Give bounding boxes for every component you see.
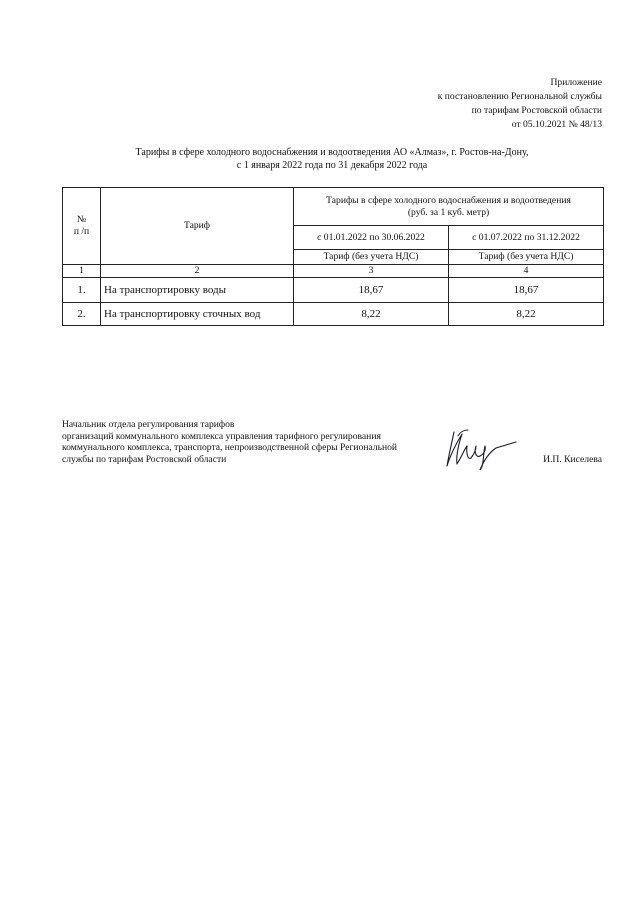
row-1-name: На транспортировку воды bbox=[101, 278, 294, 303]
period-1-cell: с 01.01.2022 по 30.06.2022 bbox=[294, 226, 449, 250]
signer-position bbox=[62, 419, 397, 465]
appendix-line: к постановлению Региональной службы bbox=[437, 91, 602, 102]
header-group-cell bbox=[294, 188, 604, 226]
title-line-1: Тарифы в сфере холодного водоснабжения и водоотведения АО «Алмаз», г. Ростов-на-Дону, bbox=[135, 147, 529, 158]
appendix-line: Приложение bbox=[550, 77, 602, 88]
position-line: Начальник отдела регулирования тарифов bbox=[62, 419, 235, 430]
row-2-name: На транспортировку сточных вод bbox=[101, 303, 294, 326]
header-num-line2: п /п bbox=[73, 226, 90, 237]
position-line: организаций коммунального комплекса управления тарифного регулирования bbox=[62, 430, 381, 442]
signer-name: И.П. Киселева bbox=[543, 454, 602, 465]
appendix-line: по тарифам Ростовской области bbox=[471, 105, 602, 116]
column-number-2: 2 bbox=[101, 265, 294, 278]
table-row bbox=[63, 303, 604, 326]
appendix-line: от 05.10.2021 № 48/13 bbox=[511, 119, 602, 130]
handwritten-signature bbox=[440, 426, 520, 470]
subheader-2-cell: Тариф (без учета НДС) bbox=[449, 250, 604, 265]
table-row bbox=[63, 278, 604, 303]
row-2-num: 2. bbox=[63, 303, 101, 326]
title-line-2: с 1 января 2022 года по 31 декабря 2022 года bbox=[236, 160, 428, 171]
header-num-cell bbox=[63, 188, 101, 265]
row-2-value-1: 8,22 bbox=[294, 303, 449, 326]
header-tariff-cell: Тариф bbox=[101, 188, 294, 265]
row-1-value-1: 18,67 bbox=[294, 278, 449, 303]
column-number-4: 4 bbox=[449, 265, 604, 278]
header-group-line2: (руб. за 1 куб. метр) bbox=[407, 206, 490, 218]
header-group-line1: Тарифы в сфере холодного водоснабжения и водоотведения bbox=[326, 194, 571, 206]
column-number-3: 3 bbox=[294, 265, 449, 278]
column-number-1: 1 bbox=[63, 265, 101, 278]
position-line: службы по тарифам Ростовской области bbox=[62, 453, 227, 465]
subheader-1-cell: Тариф (без учета НДС) bbox=[294, 250, 449, 265]
row-2-value-2: 8,22 bbox=[449, 303, 604, 326]
appendix-block bbox=[438, 76, 602, 132]
period-2-cell: с 01.07.2022 по 31.12.2022 bbox=[449, 226, 604, 250]
tariffs-table bbox=[62, 187, 604, 326]
document-title bbox=[62, 146, 602, 172]
row-1-num: 1. bbox=[63, 278, 101, 303]
header-num-line1: № bbox=[76, 214, 87, 225]
position-line: коммунального комплекса, транспорта, непроизводственной сферы Региональной bbox=[62, 442, 398, 453]
row-1-value-2: 18,67 bbox=[449, 278, 604, 303]
